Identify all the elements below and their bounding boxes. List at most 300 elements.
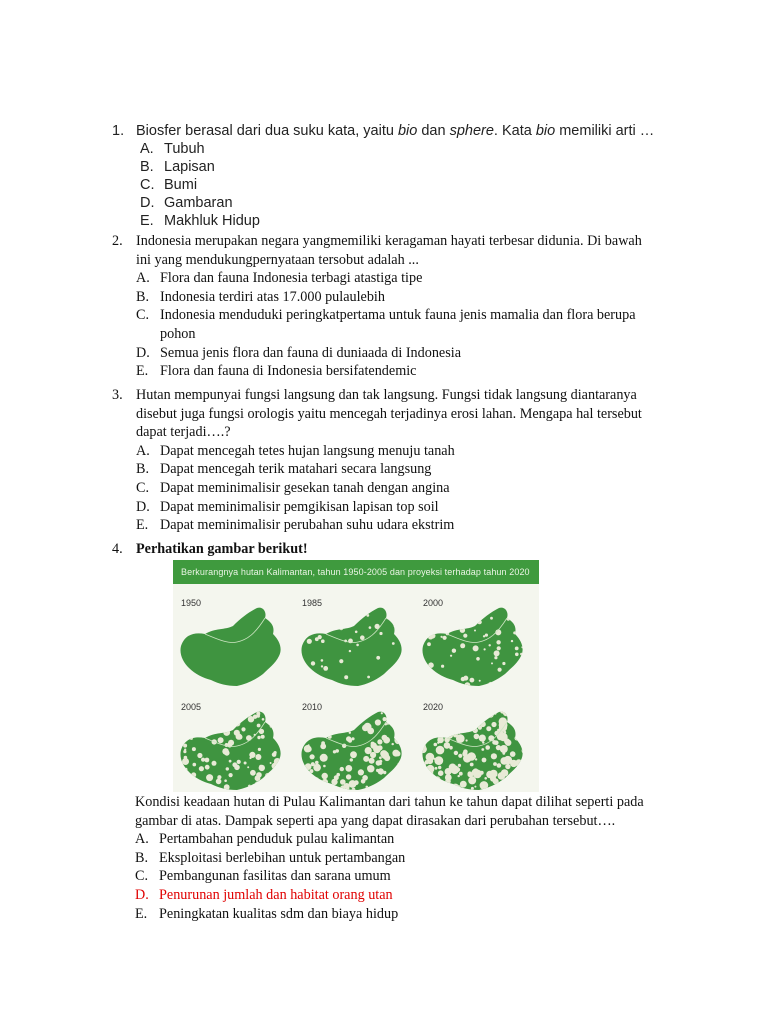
cleared-patch bbox=[420, 708, 427, 714]
cleared-patch bbox=[419, 735, 422, 738]
cleared-patch bbox=[229, 712, 234, 717]
cleared-patch bbox=[470, 763, 474, 767]
cleared-patch bbox=[523, 731, 529, 737]
option-letter: E. bbox=[136, 517, 149, 534]
cleared-patch bbox=[502, 679, 506, 683]
option-c[interactable] bbox=[140, 176, 682, 194]
cleared-patch bbox=[510, 760, 517, 767]
cleared-patch bbox=[315, 761, 319, 765]
option-letter: B. bbox=[135, 849, 149, 866]
option-letter: B. bbox=[136, 288, 150, 305]
cleared-patch bbox=[280, 745, 287, 752]
cleared-patch bbox=[205, 765, 210, 770]
cleared-patch bbox=[387, 781, 394, 788]
cleared-patch bbox=[475, 758, 477, 760]
cleared-patch bbox=[447, 708, 451, 711]
cleared-patch bbox=[247, 766, 249, 768]
cleared-patch bbox=[322, 773, 328, 779]
option-d[interactable] bbox=[140, 194, 682, 212]
cleared-patch bbox=[270, 762, 272, 764]
cleared-patch bbox=[380, 750, 387, 757]
cleared-patch bbox=[175, 723, 178, 728]
cleared-patch bbox=[431, 615, 434, 618]
cleared-patch bbox=[420, 779, 427, 786]
cleared-patch bbox=[524, 673, 529, 678]
cleared-patch bbox=[505, 764, 510, 769]
cleared-patch bbox=[518, 725, 524, 731]
option-letter: C. bbox=[140, 177, 155, 193]
cleared-patch bbox=[193, 713, 196, 716]
cleared-patch bbox=[428, 717, 435, 724]
cleared-patch bbox=[321, 741, 325, 745]
cleared-patch bbox=[300, 781, 303, 784]
cleared-patch bbox=[386, 617, 388, 619]
cleared-patch bbox=[380, 772, 383, 775]
cleared-patch bbox=[274, 758, 281, 765]
cleared-patch bbox=[248, 785, 251, 788]
cleared-patch bbox=[434, 776, 441, 783]
cleared-patch bbox=[417, 655, 419, 657]
cleared-patch bbox=[186, 732, 190, 736]
cleared-patch bbox=[304, 782, 311, 789]
cleared-patch bbox=[469, 717, 476, 724]
cleared-patch bbox=[431, 720, 434, 723]
year-label: 1985 bbox=[302, 598, 323, 608]
cleared-patch bbox=[501, 769, 508, 776]
cleared-patch bbox=[349, 732, 351, 734]
cleared-patch bbox=[496, 745, 501, 750]
option-a[interactable] bbox=[136, 269, 682, 288]
cleared-patch bbox=[520, 653, 523, 656]
cleared-patch bbox=[442, 607, 445, 610]
cleared-patch bbox=[498, 668, 502, 672]
option-text: Pembangunan fasilitas dan sarana umum bbox=[159, 868, 391, 885]
cleared-patch bbox=[461, 677, 465, 681]
cleared-patch bbox=[296, 741, 303, 748]
cleared-patch bbox=[236, 731, 239, 734]
cleared-patch bbox=[521, 646, 523, 648]
cleared-patch bbox=[381, 712, 383, 714]
cleared-patch bbox=[498, 680, 502, 684]
cleared-patch bbox=[486, 726, 491, 731]
cleared-patch bbox=[486, 716, 489, 719]
cleared-patch bbox=[296, 740, 300, 745]
cleared-patch bbox=[417, 720, 425, 728]
cleared-patch bbox=[309, 726, 314, 731]
option-b[interactable] bbox=[140, 158, 682, 176]
cleared-patch bbox=[296, 771, 300, 775]
cleared-patch bbox=[487, 711, 494, 718]
cleared-patch bbox=[299, 760, 302, 763]
cleared-patch bbox=[511, 640, 513, 642]
cleared-patch bbox=[425, 620, 428, 623]
option-letter: C. bbox=[136, 307, 150, 324]
cleared-patch bbox=[525, 658, 528, 661]
option-e[interactable] bbox=[136, 516, 682, 535]
cleared-patch bbox=[310, 754, 315, 759]
cleared-patch bbox=[478, 726, 482, 730]
cleared-patch bbox=[355, 631, 358, 634]
cleared-patch bbox=[494, 712, 497, 715]
option-letter: D. bbox=[135, 886, 149, 903]
cleared-patch bbox=[392, 743, 394, 745]
cleared-patch bbox=[297, 630, 300, 633]
cleared-patch bbox=[505, 708, 512, 715]
kalimantan-forest-figure bbox=[173, 560, 539, 792]
cleared-patch bbox=[386, 674, 388, 676]
cleared-patch bbox=[430, 633, 436, 639]
option-c[interactable] bbox=[136, 479, 682, 498]
cleared-patch bbox=[379, 756, 382, 759]
option-c[interactable] bbox=[136, 306, 682, 343]
cleared-patch bbox=[205, 758, 210, 763]
cleared-patch bbox=[394, 625, 396, 627]
option-e[interactable] bbox=[140, 212, 682, 230]
cleared-patch bbox=[187, 733, 192, 738]
borneo-map bbox=[417, 708, 537, 792]
cleared-patch bbox=[477, 708, 482, 712]
cleared-patch bbox=[433, 714, 436, 717]
cleared-patch bbox=[479, 708, 485, 714]
cleared-patch bbox=[510, 751, 516, 757]
cleared-patch bbox=[494, 656, 497, 659]
cleared-patch bbox=[452, 605, 454, 607]
cleared-patch bbox=[517, 772, 524, 779]
cleared-patch bbox=[386, 722, 389, 725]
cleared-patch bbox=[435, 710, 441, 716]
cleared-patch bbox=[438, 766, 441, 769]
cleared-patch bbox=[296, 772, 301, 778]
cleared-patch bbox=[421, 725, 427, 731]
cleared-patch bbox=[395, 774, 397, 776]
map-cell bbox=[175, 584, 295, 688]
option-letter: D. bbox=[136, 344, 150, 361]
cleared-patch bbox=[371, 742, 375, 746]
cleared-patch bbox=[190, 737, 193, 740]
cleared-patch bbox=[333, 723, 337, 727]
borneo-map bbox=[417, 604, 537, 688]
cleared-patch bbox=[323, 754, 327, 758]
cleared-patch bbox=[426, 765, 434, 773]
cleared-patch bbox=[378, 745, 383, 750]
option-text: Dapat mencegah terik matahari secara langsung bbox=[160, 461, 432, 478]
question-prompt: Perhatikan gambar berikut! bbox=[136, 541, 308, 557]
question-line: dapat terjadi….? bbox=[136, 424, 231, 441]
cleared-patch bbox=[460, 781, 467, 788]
cleared-patch bbox=[257, 736, 260, 739]
cleared-patch bbox=[322, 726, 329, 733]
cleared-patch bbox=[300, 763, 303, 766]
option-a[interactable] bbox=[136, 442, 682, 461]
option-b[interactable] bbox=[136, 288, 682, 307]
year-label: 2020 bbox=[423, 702, 444, 712]
cleared-patch bbox=[419, 733, 424, 738]
cleared-patch bbox=[496, 640, 500, 644]
cleared-patch bbox=[318, 716, 322, 720]
cleared-patch bbox=[258, 748, 261, 751]
option-e[interactable] bbox=[136, 362, 682, 381]
cleared-patch bbox=[428, 770, 434, 776]
cleared-patch bbox=[432, 679, 437, 684]
cleared-patch bbox=[423, 710, 431, 718]
text-segment: . Kata bbox=[493, 123, 536, 139]
cleared-patch bbox=[437, 737, 444, 744]
cleared-patch bbox=[183, 770, 190, 777]
map-cell bbox=[175, 688, 295, 792]
cleared-patch bbox=[403, 746, 405, 748]
cleared-patch bbox=[362, 713, 366, 717]
cleared-patch bbox=[471, 787, 474, 790]
cleared-patch bbox=[304, 710, 311, 717]
cleared-patch bbox=[514, 718, 519, 723]
cleared-patch bbox=[465, 708, 468, 711]
option-letter: A. bbox=[136, 270, 150, 287]
cleared-patch bbox=[425, 628, 429, 632]
cleared-patch bbox=[502, 662, 505, 665]
cleared-patch bbox=[322, 720, 330, 728]
option-d[interactable] bbox=[136, 344, 682, 363]
map-cell bbox=[417, 584, 537, 688]
cleared-patch bbox=[461, 716, 465, 720]
cleared-patch bbox=[444, 715, 446, 717]
cleared-patch bbox=[315, 711, 318, 714]
cleared-patch bbox=[302, 709, 309, 716]
cleared-patch bbox=[202, 759, 205, 762]
cleared-patch bbox=[328, 735, 332, 739]
cleared-patch bbox=[431, 785, 439, 792]
borneo-map bbox=[296, 708, 416, 792]
cleared-patch bbox=[395, 766, 403, 774]
cleared-patch bbox=[503, 758, 506, 761]
cleared-patch bbox=[484, 648, 486, 650]
cleared-patch bbox=[510, 779, 515, 784]
cleared-patch bbox=[507, 790, 509, 792]
cleared-patch bbox=[375, 719, 381, 725]
cleared-patch bbox=[256, 714, 260, 718]
text-segment: dan bbox=[417, 123, 450, 139]
option-e[interactable] bbox=[135, 905, 695, 924]
cleared-patch bbox=[319, 734, 322, 737]
cleared-patch bbox=[421, 633, 425, 637]
cleared-patch bbox=[459, 772, 463, 776]
cleared-patch bbox=[311, 721, 314, 724]
cleared-patch bbox=[297, 735, 300, 738]
cleared-patch bbox=[321, 718, 326, 723]
cleared-patch bbox=[445, 713, 453, 721]
cleared-patch bbox=[366, 614, 369, 617]
cleared-patch bbox=[261, 735, 265, 739]
cleared-patch bbox=[389, 775, 392, 778]
cleared-patch bbox=[383, 717, 387, 721]
cleared-patch bbox=[454, 726, 462, 734]
cleared-patch bbox=[424, 616, 428, 620]
cleared-patch bbox=[216, 779, 222, 785]
cleared-patch bbox=[500, 745, 508, 753]
cleared-patch bbox=[350, 751, 357, 758]
cleared-patch bbox=[517, 724, 524, 731]
cleared-patch bbox=[417, 718, 423, 724]
cleared-patch bbox=[260, 790, 263, 792]
cleared-patch bbox=[308, 744, 310, 746]
cleared-patch bbox=[516, 709, 522, 715]
cleared-patch bbox=[284, 708, 286, 710]
cleared-patch bbox=[334, 775, 339, 780]
cleared-patch bbox=[349, 607, 352, 610]
option-c[interactable] bbox=[135, 867, 695, 886]
cleared-patch bbox=[175, 722, 179, 726]
cleared-patch bbox=[435, 713, 439, 717]
cleared-patch bbox=[339, 626, 344, 631]
cleared-patch bbox=[417, 748, 420, 752]
cleared-patch bbox=[228, 730, 230, 732]
cleared-patch bbox=[302, 725, 305, 728]
cleared-patch bbox=[456, 727, 460, 731]
cleared-patch bbox=[380, 784, 383, 787]
cleared-patch bbox=[491, 753, 497, 759]
cleared-patch bbox=[417, 736, 423, 742]
cleared-patch bbox=[436, 786, 444, 792]
cleared-patch bbox=[344, 611, 346, 613]
cleared-patch bbox=[383, 788, 390, 793]
cleared-patch bbox=[524, 708, 528, 711]
cleared-patch bbox=[275, 715, 278, 718]
cleared-patch bbox=[402, 760, 408, 766]
cleared-patch bbox=[351, 790, 353, 792]
cleared-patch bbox=[427, 758, 433, 764]
cleared-patch bbox=[477, 620, 481, 624]
option-b[interactable] bbox=[136, 460, 682, 479]
cleared-patch bbox=[474, 786, 476, 788]
cleared-patch bbox=[482, 741, 484, 743]
cleared-patch bbox=[431, 708, 436, 713]
cleared-patch bbox=[321, 786, 324, 789]
cleared-patch bbox=[523, 655, 528, 660]
island-forest bbox=[180, 712, 280, 790]
cleared-patch bbox=[279, 712, 285, 718]
option-a[interactable] bbox=[135, 830, 695, 849]
cleared-patch bbox=[309, 781, 312, 784]
cleared-patch bbox=[454, 751, 458, 755]
option-d-answer[interactable] bbox=[135, 886, 695, 905]
cleared-patch bbox=[356, 644, 359, 647]
cleared-patch bbox=[186, 727, 190, 731]
cleared-patch bbox=[515, 647, 519, 651]
option-text: Lapisan bbox=[164, 159, 215, 175]
cleared-patch bbox=[500, 788, 504, 792]
cleared-patch bbox=[453, 621, 458, 626]
cleared-patch bbox=[468, 776, 476, 784]
question-3 bbox=[112, 386, 682, 535]
cleared-patch bbox=[419, 746, 427, 754]
cleared-patch bbox=[256, 708, 260, 712]
question-4-body bbox=[135, 793, 695, 923]
cleared-patch bbox=[519, 740, 523, 744]
cleared-patch bbox=[365, 747, 372, 754]
cleared-patch bbox=[473, 715, 479, 721]
cleared-patch bbox=[224, 784, 230, 790]
cleared-patch bbox=[192, 747, 196, 751]
cleared-patch bbox=[311, 762, 315, 766]
cleared-patch bbox=[518, 730, 525, 737]
cleared-patch bbox=[418, 709, 427, 718]
cleared-patch bbox=[175, 724, 179, 731]
cleared-patch bbox=[361, 779, 366, 784]
italic-term: bio bbox=[397, 123, 418, 139]
cleared-patch bbox=[376, 656, 380, 660]
cleared-patch bbox=[311, 778, 316, 783]
cleared-patch bbox=[379, 632, 382, 635]
option-d[interactable] bbox=[136, 498, 682, 517]
cleared-patch bbox=[394, 737, 402, 745]
cleared-patch bbox=[435, 767, 438, 770]
cleared-patch bbox=[296, 708, 304, 715]
cleared-patch bbox=[248, 716, 254, 722]
cleared-patch bbox=[491, 662, 493, 664]
question-4 bbox=[112, 540, 682, 559]
cleared-patch bbox=[446, 731, 454, 739]
option-b[interactable] bbox=[135, 849, 695, 868]
cleared-patch bbox=[401, 736, 407, 742]
cleared-patch bbox=[443, 714, 448, 719]
cleared-patch bbox=[369, 626, 372, 629]
cleared-patch bbox=[438, 770, 444, 776]
cleared-patch bbox=[466, 711, 474, 719]
cleared-patch bbox=[357, 718, 362, 723]
cleared-patch bbox=[197, 753, 202, 758]
cleared-patch bbox=[501, 781, 508, 788]
option-letter: A. bbox=[135, 831, 149, 848]
cleared-patch bbox=[460, 643, 465, 648]
option-text: Gambaran bbox=[164, 195, 233, 211]
cleared-patch bbox=[515, 720, 521, 726]
cleared-patch bbox=[244, 762, 247, 765]
cleared-patch bbox=[270, 725, 273, 728]
cleared-patch bbox=[447, 743, 449, 745]
cleared-patch bbox=[282, 729, 284, 731]
cleared-patch bbox=[485, 745, 490, 750]
cleared-patch bbox=[476, 657, 480, 661]
cleared-patch bbox=[369, 708, 376, 714]
cleared-patch bbox=[399, 630, 402, 633]
cleared-patch bbox=[187, 774, 192, 779]
option-letter: E. bbox=[136, 363, 149, 380]
cleared-patch bbox=[303, 676, 307, 680]
cleared-patch bbox=[358, 769, 364, 775]
cleared-patch bbox=[175, 772, 179, 776]
cleared-patch bbox=[349, 721, 357, 729]
cleared-patch bbox=[392, 642, 395, 645]
option-a[interactable] bbox=[140, 140, 682, 158]
cleared-patch bbox=[442, 613, 445, 616]
cleared-patch bbox=[364, 723, 372, 731]
cleared-patch bbox=[485, 634, 488, 637]
cleared-patch bbox=[501, 710, 505, 714]
cleared-patch bbox=[318, 635, 322, 639]
cleared-patch bbox=[296, 726, 302, 733]
cleared-patch bbox=[428, 630, 430, 632]
question-line: ini yang mendukungpernyataan tersobut adalah ... bbox=[136, 251, 419, 268]
cleared-patch bbox=[522, 764, 529, 771]
cleared-patch bbox=[460, 628, 465, 633]
cleared-patch bbox=[262, 718, 265, 721]
cleared-patch bbox=[494, 650, 500, 656]
cleared-patch bbox=[454, 608, 460, 614]
cleared-patch bbox=[503, 731, 506, 734]
borneo-map bbox=[175, 604, 295, 688]
cleared-patch bbox=[430, 720, 437, 727]
cleared-patch bbox=[265, 773, 271, 779]
cleared-patch bbox=[428, 662, 434, 668]
